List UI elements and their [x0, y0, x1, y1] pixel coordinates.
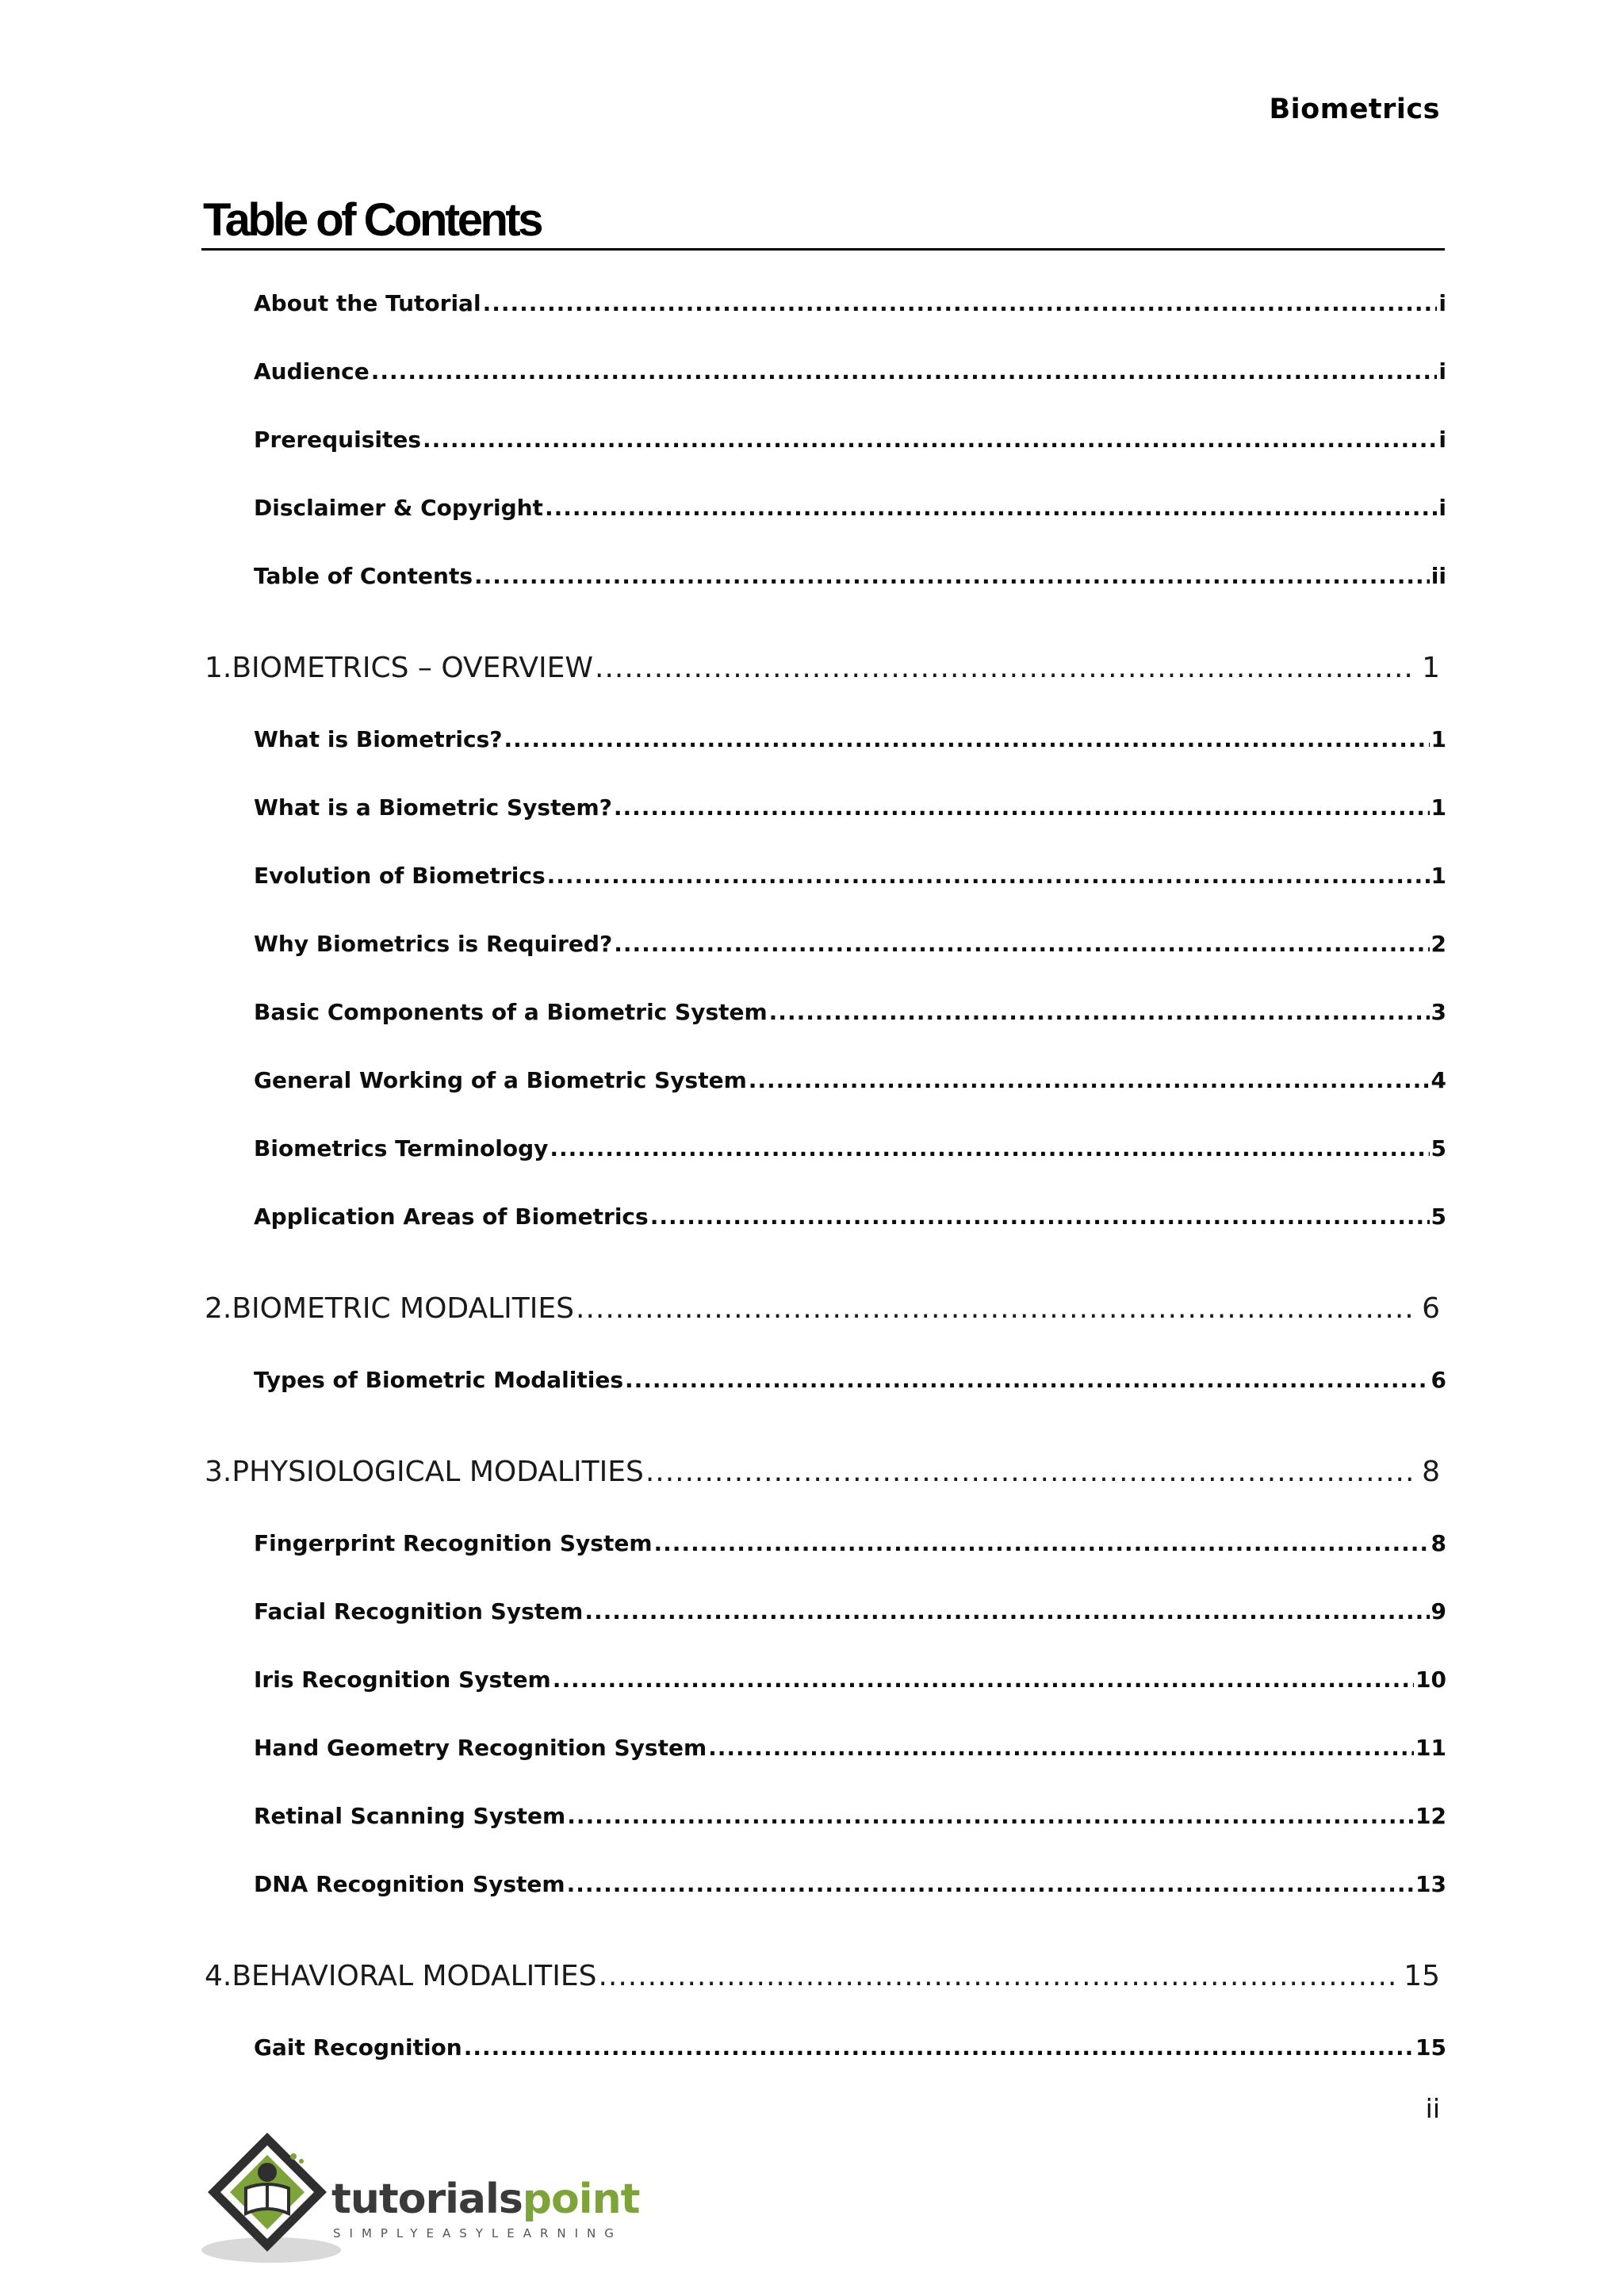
toc-entry-page: 1	[1431, 794, 1446, 821]
toc-entry-label: BIOMETRIC MODALITIES	[232, 1292, 575, 1325]
toc-entry[interactable]	[254, 2034, 1446, 2061]
toc-entry-label: Prerequisites	[254, 427, 421, 453]
toc-dot-leader	[504, 726, 1430, 752]
toc-entry-page: i	[1438, 358, 1446, 385]
toc-dot-leader	[614, 794, 1430, 821]
toc-entry-page: 6	[1422, 1292, 1440, 1325]
toc-dot-leader	[567, 1803, 1414, 1829]
toc-dot-leader	[567, 1871, 1414, 1897]
toc-entry-page: 3	[1431, 999, 1446, 1025]
toc-dot-leader	[595, 652, 1414, 684]
toc-entry-label: Audience	[254, 358, 370, 385]
toc-dot-leader	[483, 290, 1438, 316]
toc-entry[interactable]	[254, 794, 1446, 821]
toc-entry-page: i	[1438, 495, 1446, 521]
toc-chapter-number: 1.	[205, 652, 232, 684]
toc-entry[interactable]	[254, 726, 1446, 752]
logo-wordmark-part1: tutorials	[331, 2175, 523, 2223]
toc-entry-page: 8	[1422, 1456, 1440, 1488]
toc-entry[interactable]	[254, 863, 1446, 889]
toc-entry-label: Types of Biometric Modalities	[254, 1367, 623, 1393]
toc-entry-page: 9	[1431, 1598, 1446, 1624]
toc-entry-label: Biometrics Terminology	[254, 1135, 549, 1161]
toc-dot-leader	[423, 427, 1437, 453]
toc-dot-leader	[598, 1960, 1396, 1992]
toc-entry-page: 4	[1431, 1067, 1446, 1093]
toc-entry-page: 6	[1431, 1367, 1446, 1393]
logo-wordmark-part2: point	[522, 2175, 640, 2223]
toc-chapter-number: 3.	[205, 1456, 232, 1488]
toc-entry[interactable]	[254, 563, 1446, 589]
toc-dot-leader	[545, 495, 1437, 521]
toc-dot-leader	[550, 1135, 1429, 1161]
toc-chapter-number: 2.	[205, 1292, 232, 1325]
toc-entry-label: General Working of a Biometric System	[254, 1067, 747, 1093]
toc-entry[interactable]	[254, 1871, 1446, 1897]
toc-entry[interactable]	[254, 1367, 1446, 1393]
toc-entry-page: 13	[1415, 1871, 1446, 1897]
toc-chapter-entry[interactable]	[205, 652, 1440, 684]
toc-entry-page: 15	[1415, 2034, 1446, 2061]
toc-entry[interactable]	[254, 1203, 1446, 1230]
toc-entry-label: Basic Components of a Biometric System	[254, 999, 768, 1025]
toc-entry-page: 11	[1415, 1735, 1446, 1761]
toc-entry[interactable]	[254, 1067, 1446, 1093]
toc-heading: Table of Contents	[203, 194, 541, 246]
toc-entry-page: 2	[1431, 931, 1446, 957]
toc-entry-label: About the Tutorial	[254, 290, 481, 316]
toc-entry-label: Gait Recognition	[254, 2034, 462, 2061]
toc-entry-label: BEHAVIORAL MODALITIES	[232, 1960, 597, 1992]
toc-entry-label: BIOMETRICS – OVERVIEW	[232, 652, 594, 684]
toc-entry[interactable]	[254, 358, 1446, 385]
toc-entry-page: 1	[1431, 726, 1446, 752]
toc-entry-page: 8	[1431, 1530, 1446, 1556]
toc-entry-label: DNA Recognition System	[254, 1871, 565, 1897]
toc-chapter-entry[interactable]	[205, 1292, 1440, 1325]
toc-entry-label: Why Biometrics is Required?	[254, 931, 613, 957]
toc-dot-leader	[474, 563, 1430, 589]
toc-entry[interactable]	[254, 1735, 1446, 1761]
toc-entry[interactable]	[254, 1135, 1446, 1161]
toc-dot-leader	[708, 1735, 1414, 1761]
logo-tagline: SIMPLYEASYLEARNING	[333, 2226, 622, 2241]
toc-entry[interactable]	[254, 427, 1446, 453]
toc-entry-label: What is a Biometric System?	[254, 794, 612, 821]
toc-entry[interactable]	[254, 931, 1446, 957]
toc-entry-page: 5	[1431, 1203, 1446, 1230]
toc-dot-leader	[584, 1598, 1429, 1624]
toc-entry-label: Iris Recognition System	[254, 1667, 551, 1693]
toc-entry-page: ii	[1431, 563, 1446, 589]
toc-entry-label: Retinal Scanning System	[254, 1803, 566, 1829]
toc-entry-label: Application Areas of Biometrics	[254, 1203, 649, 1230]
running-header-title: Biometrics	[1269, 94, 1440, 125]
toc-entry[interactable]	[254, 1667, 1446, 1693]
toc-entry-page: i	[1438, 427, 1446, 453]
toc-entry-page: 12	[1415, 1803, 1446, 1829]
toc-entry-label: Disclaimer & Copyright	[254, 495, 543, 521]
toc-entry[interactable]	[254, 1803, 1446, 1829]
toc-entry[interactable]	[254, 1530, 1446, 1556]
toc-chapter-number: 4.	[205, 1960, 232, 1992]
toc-entry-page: 1	[1422, 652, 1440, 684]
toc-entry-label: Fingerprint Recognition System	[254, 1530, 653, 1556]
toc-dot-leader	[614, 931, 1429, 957]
toc-entry[interactable]	[254, 290, 1446, 316]
toc-dot-leader	[625, 1367, 1430, 1393]
toc-dot-leader	[654, 1530, 1430, 1556]
toc-chapter-entry[interactable]	[205, 1456, 1440, 1488]
toc-entry-label: Facial Recognition System	[254, 1598, 584, 1624]
toc-entry-page: i	[1438, 290, 1446, 316]
toc-dot-leader	[576, 1292, 1414, 1325]
toc-dot-leader	[749, 1067, 1430, 1093]
toc-dot-leader	[650, 1203, 1430, 1230]
toc-dot-leader	[769, 999, 1430, 1025]
toc-entry-label: PHYSIOLOGICAL MODALITIES	[232, 1456, 644, 1488]
toc-entry-page: 5	[1431, 1135, 1446, 1161]
toc-dot-leader	[371, 358, 1438, 385]
toc-entry-page: 1	[1431, 863, 1446, 889]
toc-entry-page: 10	[1415, 1667, 1446, 1693]
logo-wordmark	[331, 2175, 639, 2223]
toc-entry-label: Table of Contents	[254, 563, 473, 589]
toc-dot-leader	[464, 2034, 1414, 2061]
toc-dot-leader	[645, 1456, 1414, 1488]
toc-entry-label: Evolution of Biometrics	[254, 863, 546, 889]
toc-entry-page: 15	[1404, 1960, 1440, 1992]
tutorialspoint-logo	[200, 2125, 644, 2267]
toc-chapter-entry[interactable]	[205, 1960, 1440, 1992]
toc-dot-leader	[553, 1667, 1414, 1693]
toc-entry-label: Hand Geometry Recognition System	[254, 1735, 707, 1761]
toc-dot-leader	[547, 863, 1430, 889]
page-number: ii	[1425, 2093, 1440, 2124]
toc-entry-label: What is Biometrics?	[254, 726, 503, 752]
toc-entry[interactable]	[254, 999, 1446, 1025]
toc-entry[interactable]	[254, 495, 1446, 521]
toc-entry[interactable]	[254, 1598, 1446, 1624]
